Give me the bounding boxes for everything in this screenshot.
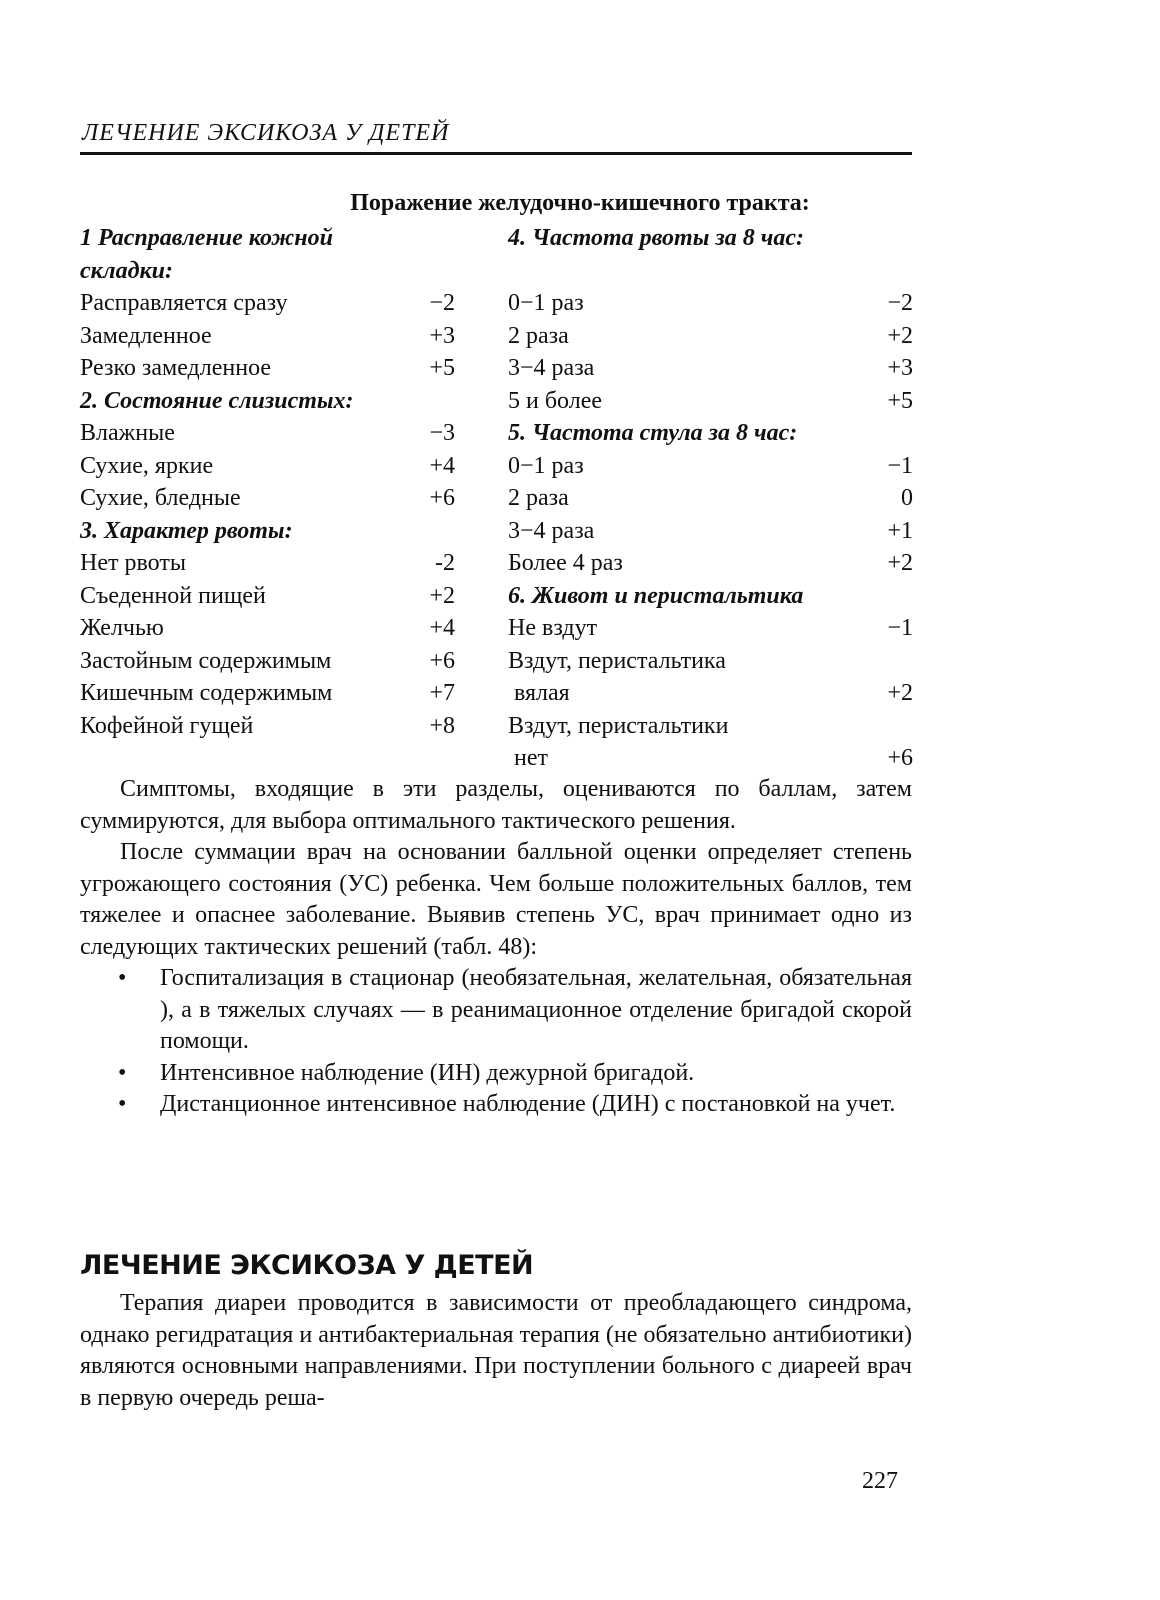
symptom-label: Желчью bbox=[80, 615, 164, 641]
symptom-label: нет bbox=[508, 745, 548, 771]
running-head: ЛЕЧЕНИЕ ЭКСИКОЗА У ДЕТЕЙ bbox=[82, 120, 450, 146]
bullet-icon: • bbox=[118, 965, 127, 991]
score-value: +8 bbox=[429, 712, 455, 739]
score-value: +6 bbox=[429, 485, 455, 511]
score-row bbox=[80, 287, 455, 320]
paragraph: Симптомы, входящие в эти разделы, оцениваются по баллам, затем суммируются, для выбора оптимального тактического решения. bbox=[80, 776, 912, 834]
section-label: 1 Расправление кожной bbox=[80, 225, 333, 251]
score-row bbox=[508, 352, 913, 385]
score-value: +2 bbox=[887, 322, 913, 349]
section-label: 6. Живот и перистальтика bbox=[508, 582, 804, 609]
score-row bbox=[80, 612, 455, 645]
score-value: −1 bbox=[887, 615, 913, 641]
symptom-label: Резко замедленное bbox=[80, 355, 272, 381]
header-rule bbox=[80, 152, 912, 155]
score-value: +2 bbox=[429, 582, 455, 609]
bullet-list bbox=[80, 963, 912, 1121]
symptom-label: Съеденной пищей bbox=[80, 582, 266, 609]
symptom-label: Не вздут bbox=[508, 615, 598, 641]
list-item bbox=[80, 1089, 912, 1121]
score-row bbox=[80, 710, 455, 743]
score-value: +4 bbox=[429, 615, 455, 641]
score-value: +3 bbox=[887, 355, 913, 381]
section-label: 4. Частота рвоты за 8 час: bbox=[508, 225, 804, 251]
symptom-label: Вздут, перистальтика bbox=[508, 647, 726, 674]
page-number: 227 bbox=[862, 1468, 898, 1494]
score-value: +2 bbox=[887, 680, 913, 706]
score-column-right bbox=[508, 222, 913, 775]
score-column-left bbox=[80, 222, 455, 742]
score-row bbox=[80, 645, 455, 678]
symptom-label: Сухие, яркие bbox=[80, 452, 214, 479]
section-label: 3. Характер рвоты: bbox=[80, 517, 293, 544]
score-value: −1 bbox=[887, 452, 913, 479]
score-value: +7 bbox=[429, 680, 455, 706]
score-value: +3 bbox=[429, 322, 455, 349]
score-row bbox=[80, 352, 455, 385]
score-value: +6 bbox=[887, 745, 913, 771]
score-value: +6 bbox=[429, 647, 455, 674]
score-row bbox=[508, 742, 913, 775]
paragraph: Терапия диареи проводится в зависимости от преобладающего синдрома, однако регидратация и антибактериальная терапия (не обязательно антибиотики) являются основными направлениями. При поступлении больного с диареей врач в первую очередь реша- bbox=[80, 1290, 912, 1411]
symptom-label: Расправляется сразу bbox=[80, 290, 288, 316]
score-row bbox=[80, 547, 455, 580]
list-item-text: Госпитализация в стационар (необязательная, желательная, обязательная ), а в тяжелых случаях — в реанимационное отделение бригадой скорой помощи. bbox=[160, 965, 912, 1054]
score-row bbox=[508, 612, 913, 645]
spacer bbox=[508, 255, 913, 288]
symptom-label: 0−1 раз bbox=[508, 290, 584, 316]
symptom-label: 3−4 раза bbox=[508, 355, 595, 381]
symptom-label: 2 раза bbox=[508, 485, 569, 511]
score-value: 0 bbox=[901, 485, 913, 511]
score-value: +5 bbox=[429, 355, 455, 381]
symptom-label: Нет рвоты bbox=[80, 550, 186, 576]
bullet-icon: • bbox=[118, 1091, 127, 1117]
symptom-label: Замедленное bbox=[80, 322, 212, 349]
section-heading: ЛЕЧЕНИЕ ЭКСИКОЗА У ДЕТЕЙ bbox=[80, 1250, 534, 1281]
score-row bbox=[80, 320, 455, 353]
body-text bbox=[80, 774, 912, 1121]
body-text bbox=[80, 1288, 912, 1414]
section-label: складки: bbox=[80, 257, 174, 284]
symptom-label: Застойным содержимым bbox=[80, 647, 332, 674]
score-row bbox=[508, 287, 913, 320]
score-row bbox=[508, 482, 913, 515]
score-row bbox=[508, 710, 913, 743]
bullet-icon: • bbox=[118, 1059, 127, 1086]
score-row bbox=[508, 320, 913, 353]
score-row bbox=[508, 385, 913, 418]
score-value: −3 bbox=[429, 420, 455, 446]
score-row bbox=[80, 580, 455, 613]
score-value: +2 bbox=[887, 550, 913, 576]
score-row bbox=[80, 450, 455, 483]
score-value: +4 bbox=[429, 452, 455, 479]
symptom-label: 2 раза bbox=[508, 322, 569, 349]
list-item-text: Интенсивное наблюдение (ИН) дежурной бригадой. bbox=[160, 1059, 695, 1086]
symptom-label: 3−4 раза bbox=[508, 517, 595, 544]
symptom-label: 0−1 раз bbox=[508, 452, 584, 479]
section-label: 2. Состояние слизистых: bbox=[80, 387, 354, 414]
section-label: 5. Частота стула за 8 час: bbox=[508, 420, 798, 446]
table-title: Поражение желудочно-кишечного тракта: bbox=[350, 190, 810, 216]
score-value: −2 bbox=[887, 290, 913, 316]
score-row bbox=[80, 417, 455, 450]
score-row bbox=[508, 547, 913, 580]
score-value: −2 bbox=[429, 290, 455, 316]
symptom-label: Кишечным содержимым bbox=[80, 680, 333, 706]
score-value: -2 bbox=[435, 550, 455, 576]
list-item bbox=[80, 1058, 912, 1090]
symptom-label: Вздут, перистальтики bbox=[508, 712, 729, 739]
symptom-label: Сухие, бледные bbox=[80, 485, 241, 511]
list-item bbox=[80, 963, 912, 1058]
list-item-text: Дистанционное интенсивное наблюдение (ДИН) с постановкой на учет. bbox=[160, 1091, 896, 1117]
score-value: +1 bbox=[887, 517, 913, 544]
score-row bbox=[508, 515, 913, 548]
score-row bbox=[80, 677, 455, 710]
symptom-label: Более 4 раз bbox=[508, 550, 623, 576]
score-row bbox=[80, 482, 455, 515]
score-row bbox=[508, 645, 913, 678]
score-value: +5 bbox=[887, 387, 913, 414]
score-row bbox=[508, 450, 913, 483]
symptom-label: Влажные bbox=[80, 420, 175, 446]
symptom-label: вялая bbox=[508, 680, 570, 706]
score-row bbox=[508, 677, 913, 710]
paragraph: После суммации врач на основании балльной оценки определяет степень угрожающего состояния (УС) ребенка. Чем больше положительных баллов, тем тяжелее и опаснее заболевание. Выявив степень УС, врач принимает одно из следующих тактических решений (табл. 48): bbox=[80, 839, 912, 960]
symptom-label: 5 и более bbox=[508, 387, 603, 414]
symptom-label: Кофейной гущей bbox=[80, 712, 254, 739]
